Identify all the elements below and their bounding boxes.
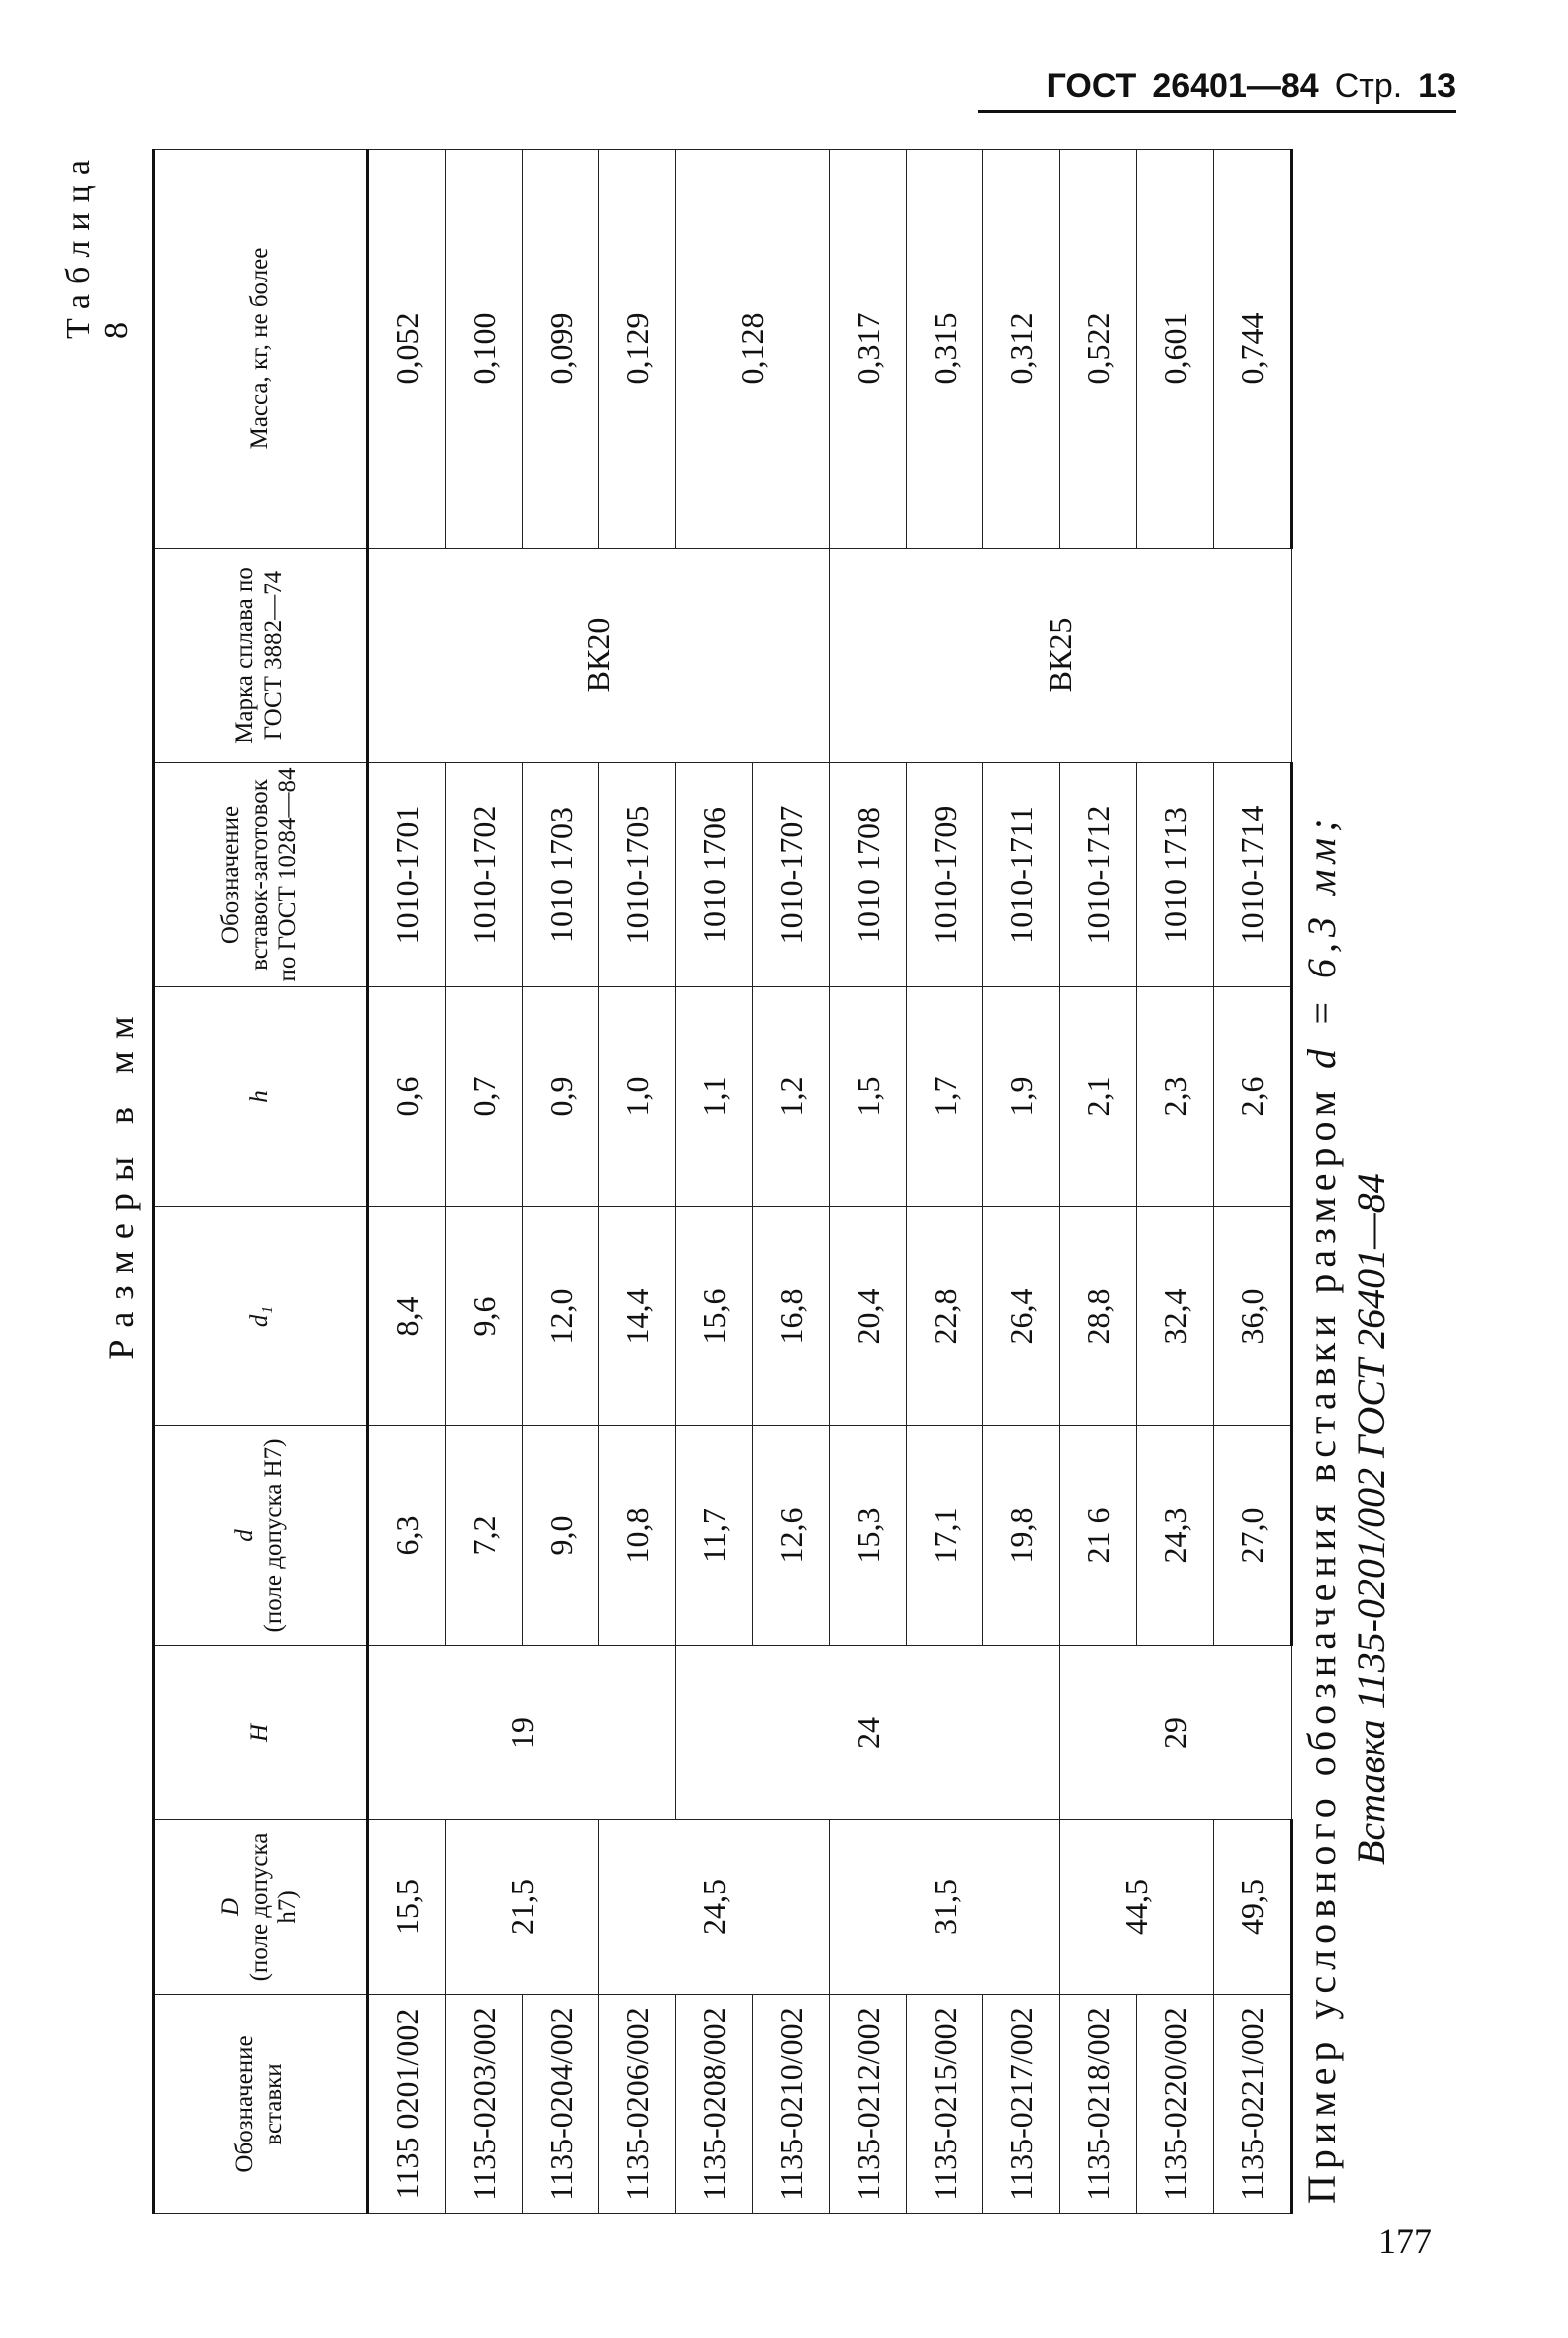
cell-d: 7,2 [446, 1426, 523, 1646]
col-H-symbol: H [245, 1723, 273, 1743]
cell-mass: 0,744 [1214, 150, 1292, 549]
designation-example [1297, 150, 1396, 2204]
cell-d: 15,3 [830, 1426, 907, 1646]
cell-blank: 1010 1708 [830, 763, 907, 987]
cell-blank: 1010-1705 [599, 763, 676, 987]
col-d-symbol: d [231, 1529, 259, 1542]
cell-D: 15,5 [368, 1820, 446, 1995]
cell-blank: 1010 1713 [1137, 763, 1214, 987]
page-label: Стр. [1334, 67, 1403, 105]
cell-d: 19,8 [983, 1426, 1060, 1646]
cell-mass: 0,052 [368, 150, 446, 549]
example-size: d = 6,3 мм; [1299, 812, 1344, 1069]
cell-d1: 22,8 [907, 1207, 983, 1426]
cell-designation: 1135-0210/002 [753, 1995, 830, 2214]
table-header-row [154, 150, 368, 2214]
cell-D: 31,5 [830, 1820, 1060, 1995]
table-row [599, 150, 676, 2214]
col-H [154, 1646, 368, 1820]
example-line-2: Вставка 1135-0201/002 ГОСТ 26401—84 [1349, 1173, 1393, 1865]
cell-h: 0,9 [523, 987, 599, 1207]
col-d-note: (поле допуска H7) [260, 1438, 287, 1633]
cell-h: 1,5 [830, 987, 907, 1207]
cell-designation: 1135-0217/002 [983, 1995, 1060, 2214]
cell-mass: 0,099 [523, 150, 599, 549]
cell-blank: 1010-1714 [1214, 763, 1292, 987]
col-h [154, 987, 368, 1207]
header-page-number: 13 [1418, 67, 1456, 105]
cell-h: 0,6 [368, 987, 446, 1207]
cell-blank: 1010-1712 [1060, 763, 1137, 987]
col-D [154, 1820, 368, 1995]
cell-mass: 0,128 [676, 150, 830, 549]
col-d [154, 1426, 368, 1646]
cell-H: 19 [368, 1646, 676, 1820]
cell-designation: 1135-0208/002 [676, 1995, 753, 2214]
cell-designation: 1135-0203/002 [446, 1995, 523, 2214]
col-mass: Масса, кг, не более [154, 150, 368, 549]
table-row [1060, 150, 1137, 2214]
page-number: 177 [1378, 2221, 1432, 2261]
cell-h: 2,3 [1137, 987, 1214, 1207]
cell-H: 29 [1060, 1646, 1292, 1820]
cell-mass: 0,100 [446, 150, 523, 549]
cell-d: 12,6 [753, 1426, 830, 1646]
cell-mass: 0,312 [983, 150, 1060, 549]
example-line-1 [1297, 150, 1347, 2204]
cell-H: 24 [676, 1646, 1060, 1820]
cell-d: 24,3 [1137, 1426, 1214, 1646]
cell-h: 1,9 [983, 987, 1060, 1207]
cell-d1: 15,6 [676, 1207, 753, 1426]
cell-D: 49,5 [1214, 1820, 1292, 1995]
standard-number: 26401—84 [1152, 67, 1319, 105]
cell-designation: 1135-0221/002 [1214, 1995, 1292, 2214]
cell-h: 1,2 [753, 987, 830, 1207]
cell-blank: 1010-1707 [753, 763, 830, 987]
cell-d: 6,3 [368, 1426, 446, 1646]
cell-blank: 1010-1709 [907, 763, 983, 987]
cell-d1: 9,6 [446, 1207, 523, 1426]
cell-d1: 32,4 [1137, 1207, 1214, 1426]
col-blank: Обозначение вставок-заготовок по ГОСТ 10284—84 [154, 763, 368, 987]
cell-blank: 1010 1703 [523, 763, 599, 987]
cell-alloy: ВК25 [830, 549, 1292, 763]
cell-d: 21 6 [1060, 1426, 1137, 1646]
cell-h: 2,6 [1214, 987, 1292, 1207]
col-d1-symbol: d₁ [245, 1305, 273, 1328]
cell-blank: 1010 1706 [676, 763, 753, 987]
cell-d1: 36,0 [1214, 1207, 1292, 1426]
standard-label: ГОСТ [1046, 67, 1137, 105]
cell-designation: 1135-0220/002 [1137, 1995, 1214, 2214]
cell-alloy: ВК20 [368, 549, 830, 763]
page-header [978, 54, 1456, 113]
cell-h: 1,7 [907, 987, 983, 1207]
table-title: Таблица 8 [60, 150, 135, 339]
cell-h: 1,0 [599, 987, 676, 1207]
cell-blank: 1010-1702 [446, 763, 523, 987]
cell-d: 11,7 [676, 1426, 753, 1646]
cell-designation: 1135-0218/002 [1060, 1995, 1137, 2214]
cell-mass: 0,315 [907, 150, 983, 549]
cell-mass: 0,317 [830, 150, 907, 549]
cell-D: 21,5 [446, 1820, 599, 1995]
table-row [1214, 150, 1292, 2214]
cell-designation: 1135-0206/002 [599, 1995, 676, 2214]
cell-d1: 12,0 [523, 1207, 599, 1426]
cell-mass: 0,129 [599, 150, 676, 549]
table-row [446, 150, 523, 2214]
cell-d1: 28,8 [1060, 1207, 1137, 1426]
cell-d: 9,0 [523, 1426, 599, 1646]
table-row [830, 150, 907, 2214]
table-row [368, 150, 446, 2214]
cell-d1: 26,4 [983, 1207, 1060, 1426]
example-text: Пример условного обозначения вставки размером [1299, 1084, 1344, 2204]
col-h-symbol: h [245, 1090, 273, 1103]
cell-d1: 14,4 [599, 1207, 676, 1426]
cell-mass: 0,601 [1137, 150, 1214, 549]
cell-h: 2,1 [1060, 987, 1137, 1207]
cell-mass: 0,522 [1060, 150, 1137, 549]
rotated-table-area [60, 150, 1446, 2214]
cell-designation: 1135-0204/002 [523, 1995, 599, 2214]
units-caption: Размеры в мм [101, 1004, 141, 1360]
cell-d1: 20,4 [830, 1207, 907, 1426]
cell-h: 1,1 [676, 987, 753, 1207]
cell-designation: 1135 0201/002 [368, 1995, 446, 2214]
cell-D: 44,5 [1060, 1820, 1214, 1995]
cell-d1: 8,4 [368, 1207, 446, 1426]
cell-D: 24,5 [599, 1820, 830, 1995]
cell-d1: 16,8 [753, 1207, 830, 1426]
cell-blank: 1010-1711 [983, 763, 1060, 987]
specs-table [152, 149, 1293, 2214]
cell-designation: 1135-0212/002 [830, 1995, 907, 2214]
col-d1 [154, 1207, 368, 1426]
cell-blank: 1010-1701 [368, 763, 446, 987]
cell-h: 0,7 [446, 987, 523, 1207]
cell-designation: 1135-0215/002 [907, 1995, 983, 2214]
col-designation: Обозначение вставки [154, 1995, 368, 2214]
col-D-symbol: D [216, 1897, 244, 1917]
col-D-note: (поле допуска h7) [245, 1832, 302, 1982]
cell-d: 10,8 [599, 1426, 676, 1646]
col-alloy: Марка сплава по ГОСТ 3882—74 [154, 549, 368, 763]
cell-d: 17,1 [907, 1426, 983, 1646]
cell-d: 27,0 [1214, 1426, 1292, 1646]
